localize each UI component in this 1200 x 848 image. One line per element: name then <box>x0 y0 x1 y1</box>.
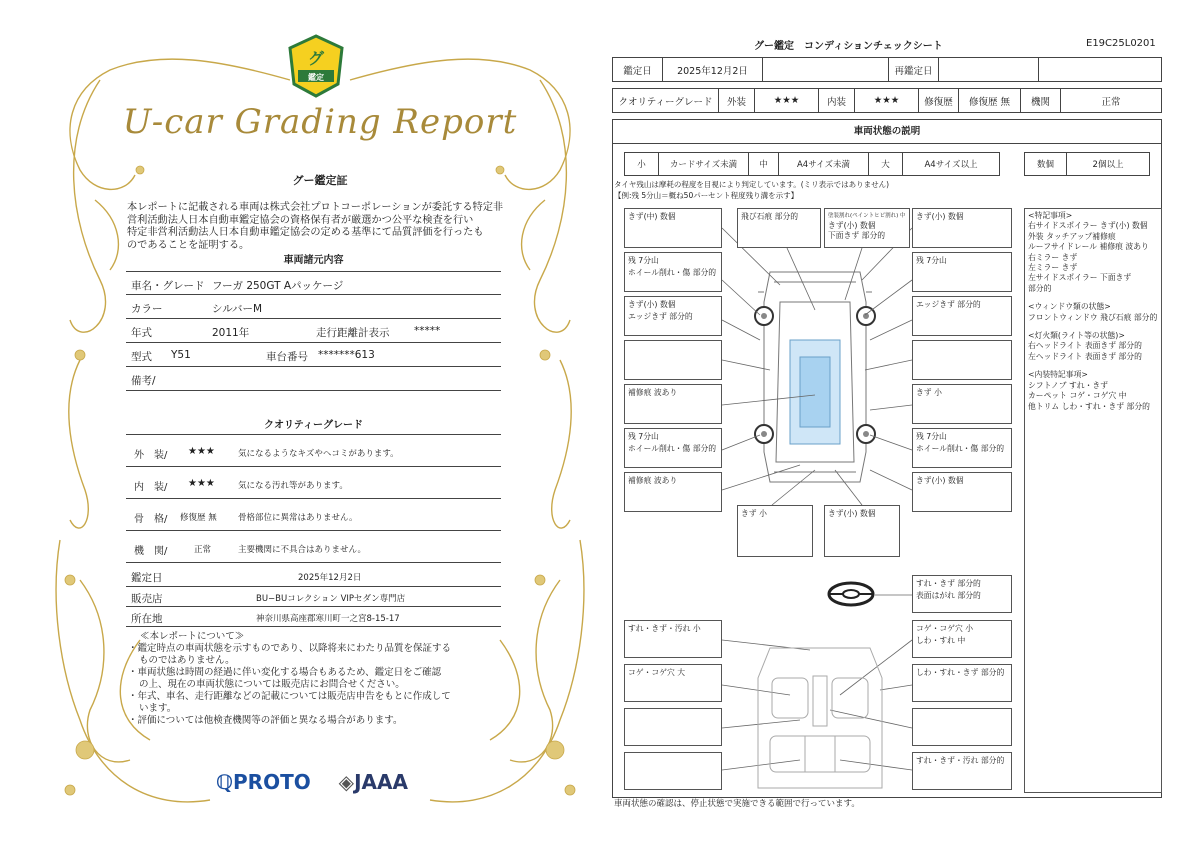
grade-row-interior <box>126 467 501 499</box>
color-value: シルバーM <box>212 303 263 315</box>
callout-steering <box>912 575 1012 613</box>
callout-interior-left-seat <box>624 664 722 702</box>
special-line: 右ミラー きず <box>1028 252 1078 262</box>
address-label: 所在地 <box>131 613 163 625</box>
callout-text: 残 7分山 <box>628 256 659 265</box>
shop-label: 販売店 <box>131 593 163 605</box>
sheet-title: グー鑑定 コンディションチェックシート <box>754 41 943 52</box>
proto-logo: PROTO <box>233 770 311 794</box>
special-line: フロントウィンドウ 飛び石痕 部分的 <box>1028 312 1158 322</box>
spec-row-remarks <box>126 367 501 391</box>
note-line: います。 <box>139 703 177 714</box>
exterior-value: ★★★ <box>755 89 819 113</box>
callout-text: 表面はがれ 部分的 <box>916 591 981 600</box>
car-interior-diagram <box>750 638 890 798</box>
callout-text: きず(中) 数個 <box>628 212 676 221</box>
interior-label: 内装 <box>819 89 855 113</box>
callout-text: しわ・すれ 中 <box>916 636 966 645</box>
callout-text: 塗装割れ(ペイントヒビ割れ) 中 <box>828 213 906 219</box>
callout-text: エッジきず 部分的 <box>628 312 693 321</box>
remarks-label: 備考/ <box>131 375 156 387</box>
callout-left-front-wheel <box>624 252 722 292</box>
grade-value: ★★★ <box>188 478 215 489</box>
repair-label: 修復歴 <box>919 89 959 113</box>
grade-desc: 主要機関に不具合はありません。 <box>238 545 367 555</box>
jaaa-logo-icon: ◈ <box>338 770 355 794</box>
grade-row-exterior <box>126 435 501 467</box>
grade-label: 外 装/ <box>134 450 168 461</box>
special-notes-panel <box>1024 208 1162 793</box>
callout-rear-trunk <box>824 505 900 557</box>
chassis-label: 車台番号 <box>266 351 308 363</box>
mileage-label: 走行距離計表示 <box>316 327 390 339</box>
info-row-shop <box>126 587 501 607</box>
callout-text: 下面きず 部分的 <box>828 231 886 240</box>
special-line: <ウィンドウ類の状態> <box>1028 302 1111 312</box>
special-line: 左ヘッドライト 表面きず 部分的 <box>1028 351 1142 361</box>
model-value: フーガ 250GT Aパッケージ <box>212 280 344 292</box>
callout-text: すれ・きず 部分的 <box>916 579 981 588</box>
callout-text: きず(小) 数個 <box>828 509 876 518</box>
date-label: 鑑定日 <box>613 58 663 82</box>
spec-row-type <box>126 343 501 367</box>
sheet-code: E19C25L0201 <box>1086 38 1156 49</box>
grade-desc: 骨格部位に異常はありません。 <box>238 513 358 523</box>
callout-text: 飛び石痕 部分的 <box>741 212 799 221</box>
callout-left-rear-wheel <box>624 428 722 468</box>
note-line: ・鑑定時点の車両状態を示すものであり、以降将来にわたり品質を保証する <box>128 643 452 654</box>
callout-interior-right-seat <box>912 664 1012 702</box>
callout-text: エッジきず 部分的 <box>916 300 981 309</box>
svg-text:鑑定: 鑑定 <box>308 73 324 82</box>
note-line: ものではありません。 <box>139 655 235 666</box>
legend-large: 大 <box>869 153 903 176</box>
info-row-date <box>126 565 501 587</box>
legend-count: 数個 <box>1025 153 1067 176</box>
proto-logo-icon: ℚ <box>216 770 234 794</box>
spec-row-color <box>126 295 501 319</box>
special-line: 左サイドスポイラー 下面きず <box>1028 273 1132 283</box>
callout-text: 補修痕 波あり <box>628 388 678 397</box>
callout-interior-rear-left <box>624 752 722 790</box>
grade-label: 機 関/ <box>134 546 168 557</box>
callout-text: すれ・きず・汚れ 部分的 <box>916 756 1005 765</box>
special-line: 右サイドスポイラー きず(小) 数個 <box>1028 221 1148 231</box>
callout-right-front-wheel <box>912 252 1012 292</box>
grade-label: 骨 格/ <box>134 514 168 525</box>
callout-interior-left-empty <box>624 708 722 746</box>
year-value: 2011年 <box>212 327 250 339</box>
grade-row-frame <box>126 499 501 531</box>
special-line: カーペット コゲ・コゲ穴 中 <box>1028 391 1127 401</box>
legend-count-desc: 2個以上 <box>1067 153 1150 176</box>
type-label: 型式 <box>131 351 152 363</box>
footer-logos <box>216 770 408 794</box>
quality-label: クオリティーグレード <box>613 89 719 113</box>
grade-value: ★★★ <box>188 446 215 457</box>
grade-row-engine <box>126 531 501 563</box>
callout-front-hood <box>824 208 910 248</box>
steering-wheel-icon <box>826 580 876 608</box>
spec-section-title: 車両諸元内容 <box>283 255 344 266</box>
special-line: 左ミラー きず <box>1028 263 1078 273</box>
note-line: ・車両状態は時間の経過に伴い変化する場合もあるため、鑑定日をご確認 <box>128 667 442 678</box>
callout-text: ホイール削れ・傷 部分的 <box>628 268 717 277</box>
address-value: 神奈川県高座郡寒川町一之宮8-15-17 <box>256 614 400 624</box>
mileage-value: ***** <box>414 325 441 337</box>
callout-text: きず(小) 数個 <box>828 221 876 230</box>
report-script-title: U-car Grading Report <box>122 102 518 142</box>
certificate-heading: グー鑑定証 <box>292 174 348 187</box>
info-row-address <box>126 607 501 627</box>
special-block-windows <box>1028 302 1158 323</box>
callout-text: 残 7分山 <box>916 432 947 441</box>
grade-desc: 気になるようなキズやヘコミがあります。 <box>238 449 399 459</box>
special-block-interior <box>1028 370 1158 412</box>
special-line: 右ヘッドライト 表面きず 部分的 <box>1028 341 1142 351</box>
callout-text: きず 小 <box>741 509 767 518</box>
certificate-body-line: のであることを証明する。 <box>127 239 250 251</box>
jaaa-logo: JAAA <box>354 770 408 794</box>
grading-certificate <box>40 20 600 830</box>
callout-right-rear <box>912 472 1012 512</box>
grade-desc: 気になる汚れ等があります。 <box>238 481 348 491</box>
callout-text: きず(小) 数個 <box>628 300 676 309</box>
certificate-body <box>127 202 505 252</box>
engine-value: 正常 <box>1061 89 1162 113</box>
goo-kantei-logo <box>288 34 344 98</box>
callout-left-front-door <box>624 296 722 336</box>
model-label: 車名・グレード <box>131 280 205 292</box>
svg-text:グ: グ <box>307 49 325 68</box>
date-value: 2025年12月2日 <box>663 58 763 82</box>
chassis-value: *******613 <box>318 349 375 361</box>
grade-label: 内 装/ <box>134 482 168 493</box>
callout-left-rear <box>624 472 722 512</box>
legend-mid-desc: A4サイズ未満 <box>779 153 869 176</box>
callout-front-right <box>912 208 1012 248</box>
certificate-body-line: 特定非営利活動法人日本自動車鑑定協会の定める基準にて品質評価を行ったも <box>127 227 484 239</box>
condition-title: 車両状態の説明 <box>612 119 1162 144</box>
special-line: <灯火類(ライト等の状態)> <box>1028 331 1125 341</box>
callout-text: ホイール削れ・傷 部分的 <box>916 444 1005 453</box>
special-line: ルーフサイドレール 補修痕 波あり <box>1028 242 1149 252</box>
note-line: の上、現在の車両状態については販売店にお問合せください。 <box>139 679 405 690</box>
year-label: 年式 <box>131 327 152 339</box>
grade-value: 修復歴 無 <box>180 513 217 523</box>
certificate-body-line: 本レポートに記載される車両は株式会社プロトコーポレーションが委託する特定非 <box>127 202 504 213</box>
callout-text: コゲ・コゲ穴 大 <box>628 668 686 677</box>
tire-note-1: タイヤ残山は摩耗の程度を目視により判定しています。(ミリ表示ではありません) <box>614 180 890 189</box>
engine-label: 機関 <box>1021 89 1061 113</box>
sheet-footer-note: 車両状態の確認は、停止状態で実施できる範囲で行っています。 <box>614 799 860 809</box>
special-line: 他トリム しわ・すれ・きず 部分的 <box>1028 401 1150 411</box>
special-line: <特記事項> <box>1028 211 1073 220</box>
callout-rear-left-bumper <box>737 505 813 557</box>
callout-text: きず(小) 数個 <box>916 476 964 485</box>
callout-text: 補修痕 波あり <box>628 476 678 485</box>
callout-text: ホイール削れ・傷 部分的 <box>628 444 717 453</box>
special-block-lights <box>1028 331 1158 362</box>
special-line: 外装 タッチアップ補修痕 <box>1028 231 1116 241</box>
callout-text: コゲ・コゲ穴 小 <box>916 624 974 633</box>
callout-interior-rear-right <box>912 752 1012 790</box>
callout-right-rear-door <box>912 384 1012 424</box>
certificate-body-line: 営利活動法人日本自動車鑑定協会の資格保有者が厳選かつ公平な検査を行い <box>127 214 474 226</box>
legend-small: 小 <box>625 153 659 176</box>
spec-row-model <box>126 271 501 295</box>
callout-interior-front-left <box>624 620 722 658</box>
callout-text: しわ・すれ・きず 部分的 <box>916 668 1005 677</box>
exterior-label: 外装 <box>719 89 755 113</box>
date-label: 鑑定日 <box>131 572 163 584</box>
callout-right-rear-wheel <box>912 428 1012 468</box>
condition-check-sheet <box>600 0 1200 848</box>
report-notes <box>126 631 508 727</box>
callout-interior-right-empty <box>912 708 1012 746</box>
callout-text: 残 7分山 <box>628 432 659 441</box>
grade-value: 正常 <box>194 545 212 555</box>
callout-text: きず 小 <box>916 388 942 397</box>
callout-right-front-door <box>912 296 1012 336</box>
note-line: ・評価については他検査機関等の評価と異なる場合があります。 <box>128 715 403 726</box>
callout-left-empty <box>624 340 722 380</box>
type-value: Y51 <box>171 349 191 361</box>
legend-small-desc: カードサイズ未満 <box>659 153 749 176</box>
legend-large-desc: A4サイズ以上 <box>903 153 1000 176</box>
date-value: 2025年12月2日 <box>298 573 362 583</box>
callout-right-empty <box>912 340 1012 380</box>
legend-mid: 中 <box>749 153 779 176</box>
callout-text: きず(小) 数個 <box>916 212 964 221</box>
color-label: カラー <box>131 303 163 315</box>
special-line: シフトノブ すれ・きず <box>1028 380 1108 390</box>
callout-front-left <box>624 208 722 248</box>
special-line: <内装特記事項> <box>1028 370 1088 380</box>
notes-title: ≪本レポートについて≫ <box>140 631 245 642</box>
shop-value: BU−BUコレクション VIPセダン専門店 <box>256 594 406 604</box>
special-line: 部分的 <box>1028 283 1052 293</box>
interior-value: ★★★ <box>855 89 919 113</box>
quality-section-title: クオリティーグレード <box>264 420 363 431</box>
special-block-exterior <box>1028 211 1158 294</box>
repair-value: 修復歴 無 <box>959 89 1021 113</box>
note-line: ・年式、車名、走行距離などの記載については販売店申告をもとに作成して <box>128 691 451 702</box>
tire-note-2: 【例:残 5分山＝概ね50パーセント程度残り溝を示す】 <box>614 191 799 200</box>
callout-text: すれ・きず・汚れ 小 <box>628 624 701 633</box>
callout-front-windshield <box>737 208 821 248</box>
callout-left-rear-door <box>624 384 722 424</box>
spec-row-year <box>126 319 501 343</box>
reinspect-label: 再鑑定日 <box>889 58 939 82</box>
callout-text: 残 7分山 <box>916 256 947 265</box>
callout-interior-front-right <box>912 620 1012 658</box>
